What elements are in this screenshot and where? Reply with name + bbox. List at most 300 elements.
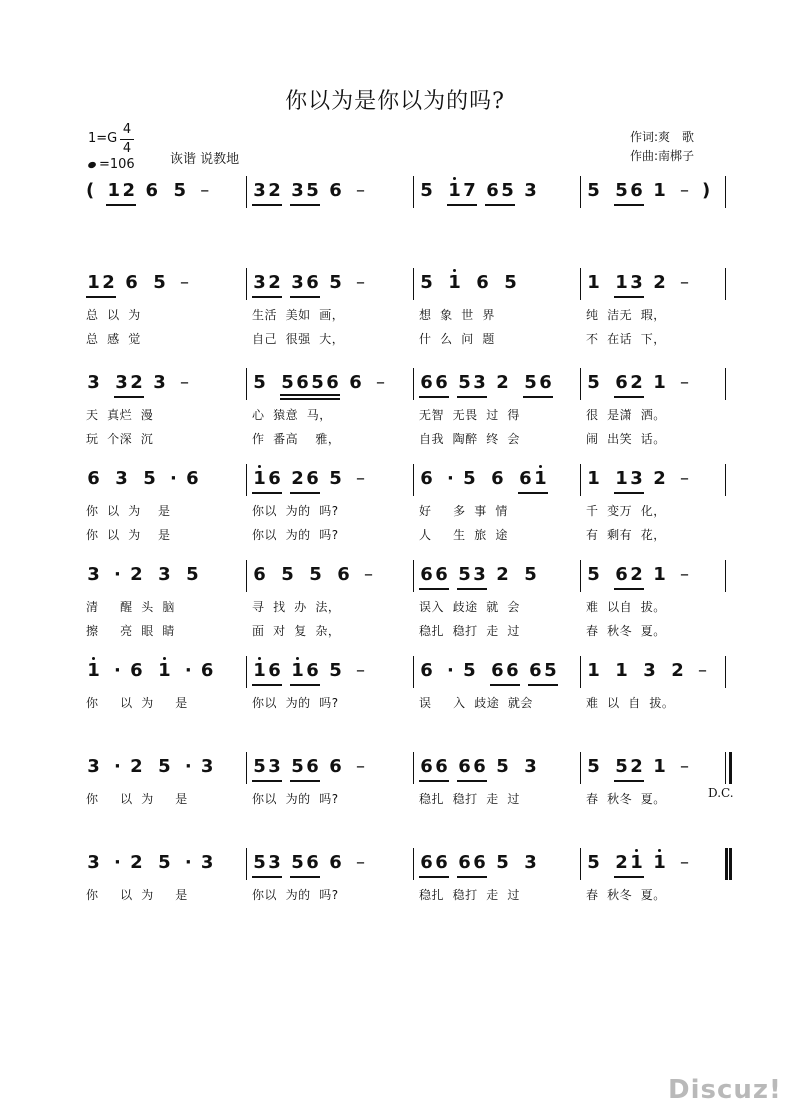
note-digit: 3 [200, 756, 214, 777]
note-digit: 6 [615, 372, 628, 393]
beamed-note-group [419, 852, 449, 878]
note-digit: 3 [115, 468, 128, 489]
lyric-line: 你以 为的 吗? [252, 888, 339, 902]
lyric-line: 误入 歧途 就 会 [419, 600, 520, 614]
note-digit: 3 [643, 660, 656, 681]
dash-extension: – [680, 468, 689, 489]
note-digit: 2 [615, 852, 628, 873]
note [652, 180, 667, 201]
lyric-line: 生活 美如 画， [252, 308, 345, 322]
lyric-line: 作 番高 雅， [252, 432, 341, 446]
dash-extension: – [356, 660, 365, 681]
note [419, 660, 434, 681]
lyric-line: 很 是潇 洒。 [586, 408, 666, 422]
beamed-note-group [614, 372, 644, 398]
beamed-note-group [106, 180, 136, 206]
beamed-note-group [490, 660, 520, 686]
note [86, 756, 101, 777]
measure-notes [419, 180, 551, 220]
barline [246, 464, 247, 496]
note-digit: 5 [524, 372, 537, 393]
note-digit: 3 [268, 756, 281, 777]
note [86, 852, 101, 873]
beamed-note-group [419, 564, 449, 590]
note-digit: 2 [653, 272, 666, 293]
barline [580, 656, 581, 688]
note-digit: 6 [476, 272, 489, 293]
augmentation-dot: · [114, 660, 121, 681]
note-digit: 6 [486, 180, 499, 201]
dash-extension: – [180, 372, 189, 393]
note-digit: 1 [253, 468, 266, 489]
beamed-note-group [280, 372, 340, 396]
measure-notes [586, 180, 722, 220]
note-digit: 5 [153, 272, 166, 293]
note [152, 372, 167, 393]
note-digit: 3 [268, 852, 281, 873]
expression-marking: 诙谐 说教地 [170, 152, 240, 167]
note-digit: 1 [448, 180, 461, 201]
augmentation-dot: · [184, 852, 192, 873]
note-digit: 1 [291, 660, 304, 681]
beamed-note-group [252, 756, 282, 782]
lyric-line: 你以 为的 吗? [252, 504, 339, 518]
note-digit: 6 [435, 372, 448, 393]
note-digit: 5 [587, 372, 600, 393]
measure [86, 180, 222, 220]
song-title: 你以为是你以为的吗? [285, 89, 505, 114]
note-digit: 5 [186, 564, 199, 585]
note-digit: 5 [463, 468, 476, 489]
lyric-line: 玩 个深 沉 [86, 432, 154, 446]
note-digit: 6 [329, 756, 342, 777]
note-digit: 6 [491, 660, 504, 681]
beamed-note-group [419, 756, 449, 782]
note-digit: 1 [615, 660, 628, 681]
note [586, 756, 601, 777]
note [129, 756, 144, 777]
barline [413, 176, 414, 208]
note-digit: 1 [107, 180, 120, 201]
beamed-note-group [290, 852, 320, 878]
note [86, 660, 101, 681]
barline [580, 560, 581, 592]
barline [413, 752, 414, 784]
note-digit: 6 [268, 660, 281, 681]
note-digit: 2 [671, 660, 684, 681]
note-digit: 1 [653, 564, 666, 585]
note [328, 272, 343, 293]
note-digit: 6 [506, 660, 519, 681]
note-digit: 2 [291, 468, 304, 489]
note-digit: 6 [458, 756, 471, 777]
note-digit: 6 [630, 180, 643, 201]
note-digit: 2 [130, 564, 143, 585]
close-repeat-paren: ) [702, 180, 711, 201]
key-signature: 1=G [88, 131, 118, 146]
note [142, 468, 157, 489]
note-digit: 6 [458, 852, 471, 873]
note-digit: 6 [186, 468, 199, 489]
note [586, 660, 601, 681]
barline [413, 560, 414, 592]
lyric-line: 擦 亮 眼 睛 [86, 624, 175, 638]
note-digit: 1 [653, 852, 666, 873]
note-digit: 5 [420, 272, 433, 293]
barline [580, 268, 581, 300]
beamed-note-group [614, 272, 644, 298]
note [252, 564, 267, 585]
note [586, 272, 601, 293]
note-digit: 3 [630, 468, 643, 489]
dash-extension: – [376, 372, 385, 393]
note-digit: 6 [420, 852, 433, 873]
lyric-line: 想 象 世 界 [419, 308, 495, 322]
lyric-line: 你 以 为 是 [86, 696, 188, 710]
note-digit: 1 [615, 272, 628, 293]
note [86, 372, 101, 393]
note-digit: 1 [615, 468, 628, 489]
note-digit: 3 [115, 372, 128, 393]
augmentation-dot: · [447, 468, 454, 489]
note-digit: 1 [448, 272, 461, 293]
barline [725, 752, 726, 784]
note [157, 564, 172, 585]
barline [246, 560, 247, 592]
note-digit: 5 [496, 852, 509, 873]
note-digit: 1 [653, 756, 666, 777]
measure-notes [252, 180, 378, 220]
open-repeat-paren: ( [86, 180, 95, 201]
lyric-line: 清 醒 头 脑 [86, 600, 175, 614]
note [157, 852, 172, 873]
beamed-note-group [518, 468, 548, 494]
beamed-note-group [447, 180, 477, 206]
note-digit: 3 [291, 180, 304, 201]
dash-extension: – [680, 852, 689, 873]
note [652, 272, 667, 293]
note-digit: 2 [102, 272, 115, 293]
note [152, 272, 167, 293]
note-digit: 6 [296, 372, 309, 393]
note-digit: 6 [87, 468, 100, 489]
note-digit: 1 [630, 852, 643, 873]
note-digit: 5 [587, 852, 600, 873]
note [328, 180, 343, 201]
beamed-note-group [528, 660, 558, 686]
note-digit: 2 [653, 468, 666, 489]
note [642, 660, 657, 681]
lyric-line: 人 生 旅 途 [419, 528, 508, 542]
note-digit: 5 [501, 180, 514, 201]
lyric-line: 误 入 歧途 就会 [419, 696, 533, 710]
note [652, 468, 667, 489]
note [419, 468, 434, 489]
note-digit: 2 [268, 272, 281, 293]
beamed-note-group [86, 272, 116, 298]
note [86, 564, 101, 585]
note [328, 660, 343, 681]
note [586, 852, 601, 873]
note [614, 660, 629, 681]
dash-extension: – [364, 564, 373, 585]
dash-extension: – [680, 564, 689, 585]
lyric-line: 什 么 问 题 [419, 332, 495, 346]
beamed-note-group [614, 180, 644, 206]
note-digit: 3 [153, 372, 166, 393]
note-digit: 6 [420, 660, 433, 681]
note-digit: 3 [253, 272, 266, 293]
note-digit: 5 [524, 564, 537, 585]
note [328, 852, 343, 873]
lyric-line: 春 秋冬 夏。 [586, 888, 666, 902]
note-digit: 6 [435, 852, 448, 873]
augmentation-dot: · [114, 564, 121, 585]
note [523, 180, 538, 201]
note-digit: 6 [473, 756, 486, 777]
note-digit: 5 [329, 272, 342, 293]
note-digit: 5 [544, 660, 557, 681]
note-digit: 6 [420, 468, 433, 489]
note-digit: 1 [253, 660, 266, 681]
time-signature-bottom: 4 [120, 139, 134, 158]
note-digit: 3 [253, 180, 266, 201]
note [129, 852, 144, 873]
note-digit: 6 [435, 756, 448, 777]
lyric-line: 你 以 为 是 [86, 888, 188, 902]
dash-extension: – [680, 180, 689, 201]
barline [246, 752, 247, 784]
note-digit: 5 [309, 564, 322, 585]
da-capo-marking: D.C. [708, 786, 734, 800]
augmentation-dot: · [447, 660, 454, 681]
note-digit: 6 [420, 564, 433, 585]
note-digit: 6 [615, 564, 628, 585]
note-digit: 6 [420, 372, 433, 393]
note-digit: 2 [130, 756, 143, 777]
note-digit: 5 [458, 564, 471, 585]
note-digit: 6 [306, 660, 319, 681]
note [419, 272, 434, 293]
lyric-line: 寻 找 办 法， [252, 600, 341, 614]
note-digit: 1 [653, 180, 666, 201]
note-digit: 1 [534, 468, 547, 489]
note-digit: 6 [306, 756, 319, 777]
note [157, 756, 172, 777]
beamed-note-group [290, 180, 320, 206]
note-digit: 5 [329, 660, 342, 681]
note [447, 272, 462, 293]
watermark: Discuz! [668, 1075, 782, 1105]
note-digit: 1 [158, 660, 171, 681]
measure-notes [86, 180, 222, 220]
note [652, 852, 667, 873]
beamed-note-group [614, 564, 644, 590]
note-digit: 2 [268, 180, 281, 201]
note [185, 468, 200, 489]
augmentation-dot: · [184, 756, 192, 777]
note [336, 564, 351, 585]
note-digit: 5 [587, 564, 600, 585]
measure [419, 180, 551, 220]
note-digit: 2 [630, 564, 643, 585]
note-digit: 6 [329, 180, 342, 201]
note [490, 468, 505, 489]
barline [725, 176, 726, 208]
dash-extension: – [680, 272, 689, 293]
beamed-note-group [457, 372, 487, 398]
note [129, 564, 144, 585]
note [348, 372, 363, 393]
dash-extension: – [698, 660, 707, 681]
dash-extension: – [200, 180, 210, 201]
note [419, 180, 434, 201]
dash-extension: – [356, 852, 365, 873]
barline [725, 368, 726, 400]
note-digit: 5 [281, 564, 294, 585]
lyric-line: 自我 陶醉 终 会 [419, 432, 520, 446]
note [157, 660, 172, 681]
lyric-line: 你以 为的 吗? [252, 528, 339, 542]
final-barline [729, 848, 732, 880]
note-digit: 5 [253, 372, 266, 393]
note-digit: 5 [281, 372, 294, 393]
note-digit: 5 [158, 852, 171, 873]
note [495, 852, 510, 873]
lyric-line: 有 剩有 花， [586, 528, 666, 542]
note-digit: 2 [130, 372, 143, 393]
lyric-line: 你以 为的 吗? [252, 792, 339, 806]
note [495, 756, 510, 777]
beamed-note-group [614, 852, 644, 878]
time-signature-top: 4 [122, 122, 132, 137]
note-digit: 1 [587, 660, 600, 681]
note-digit: 1 [587, 272, 600, 293]
note-digit: 3 [473, 564, 486, 585]
note-digit: 6 [539, 372, 552, 393]
barline [580, 368, 581, 400]
dash-extension: – [356, 272, 365, 293]
beamed-note-group [252, 468, 282, 494]
note [523, 852, 538, 873]
note-digit: 5 [291, 756, 304, 777]
barline [725, 848, 728, 880]
note-digit: 6 [491, 468, 504, 489]
note-digit: 5 [615, 756, 628, 777]
note-digit: 5 [496, 756, 509, 777]
beamed-note-group [614, 468, 644, 494]
beamed-note-group [252, 660, 282, 686]
note [114, 468, 129, 489]
note-digit: 5 [587, 180, 600, 201]
note-digit: 6 [306, 272, 319, 293]
note [503, 272, 518, 293]
note-digit: 6 [529, 660, 542, 681]
lyric-line: 心 猿意 马， [252, 408, 332, 422]
note-digit: 5 [463, 660, 476, 681]
note-digit: 3 [87, 852, 100, 873]
note-digit: 6 [349, 372, 362, 393]
note-digit: 3 [87, 372, 100, 393]
note-digit: 1 [87, 272, 100, 293]
composer-credit: 作曲:南梆子 [630, 149, 695, 163]
beamed-note-group [457, 564, 487, 590]
note-digit: 1 [87, 660, 100, 681]
lyricist-credit: 作词:爽 歌 [630, 130, 695, 144]
note-digit: 6 [130, 660, 143, 681]
note [200, 756, 215, 777]
note-digit: 6 [435, 564, 448, 585]
note-digit: 6 [253, 564, 266, 585]
dash-extension: – [180, 272, 189, 293]
barline [246, 848, 247, 880]
measure [252, 180, 378, 220]
note [200, 660, 215, 681]
note-digit: 2 [496, 372, 509, 393]
barline [246, 268, 247, 300]
note-digit: 6 [337, 564, 350, 585]
barline [580, 752, 581, 784]
note [523, 564, 538, 585]
note-digit: 3 [87, 756, 100, 777]
note [252, 372, 267, 393]
barline [725, 560, 726, 592]
note-digit: 6 [473, 852, 486, 873]
lyric-line: 不 在话 下， [586, 332, 666, 346]
barline [413, 848, 414, 880]
note-digit: 5 [143, 468, 156, 489]
lyric-line: 难 以 自 拔。 [586, 696, 675, 710]
note-digit: 3 [87, 564, 100, 585]
barline [413, 268, 414, 300]
lyric-line: 纯 洁无 瑕， [586, 308, 666, 322]
beamed-note-group [252, 852, 282, 878]
beamed-note-group [114, 372, 144, 398]
note [475, 272, 490, 293]
lyric-line: 难 以自 拔。 [586, 600, 666, 614]
note-digit: 5 [158, 756, 171, 777]
note-digit: 3 [200, 852, 214, 873]
note-digit: 5 [458, 372, 471, 393]
note-digit: 6 [268, 468, 281, 489]
note [523, 756, 538, 777]
note [586, 180, 601, 201]
note [495, 372, 510, 393]
lyric-line: 你 以 为 是 [86, 528, 171, 542]
note-digit: 5 [615, 180, 628, 201]
note-digit: 5 [173, 180, 186, 201]
note-digit: 1 [653, 372, 666, 393]
note-digit: 2 [130, 852, 143, 873]
dash-extension: – [356, 756, 365, 777]
beamed-note-group [290, 272, 320, 298]
note [200, 852, 215, 873]
note [185, 564, 200, 585]
note-digit: 5 [253, 756, 266, 777]
note [280, 564, 295, 585]
note-digit: 1 [587, 468, 600, 489]
note-digit: 2 [122, 180, 135, 201]
augmentation-dot: · [114, 756, 121, 777]
note [495, 564, 510, 585]
dash-extension: – [680, 756, 689, 777]
barline [246, 368, 247, 400]
beamed-note-group [290, 660, 320, 686]
beamed-note-group [485, 180, 515, 206]
note [129, 660, 144, 681]
lyric-line: 春 秋冬 夏。 [586, 792, 666, 806]
note-digit: 3 [524, 180, 537, 201]
